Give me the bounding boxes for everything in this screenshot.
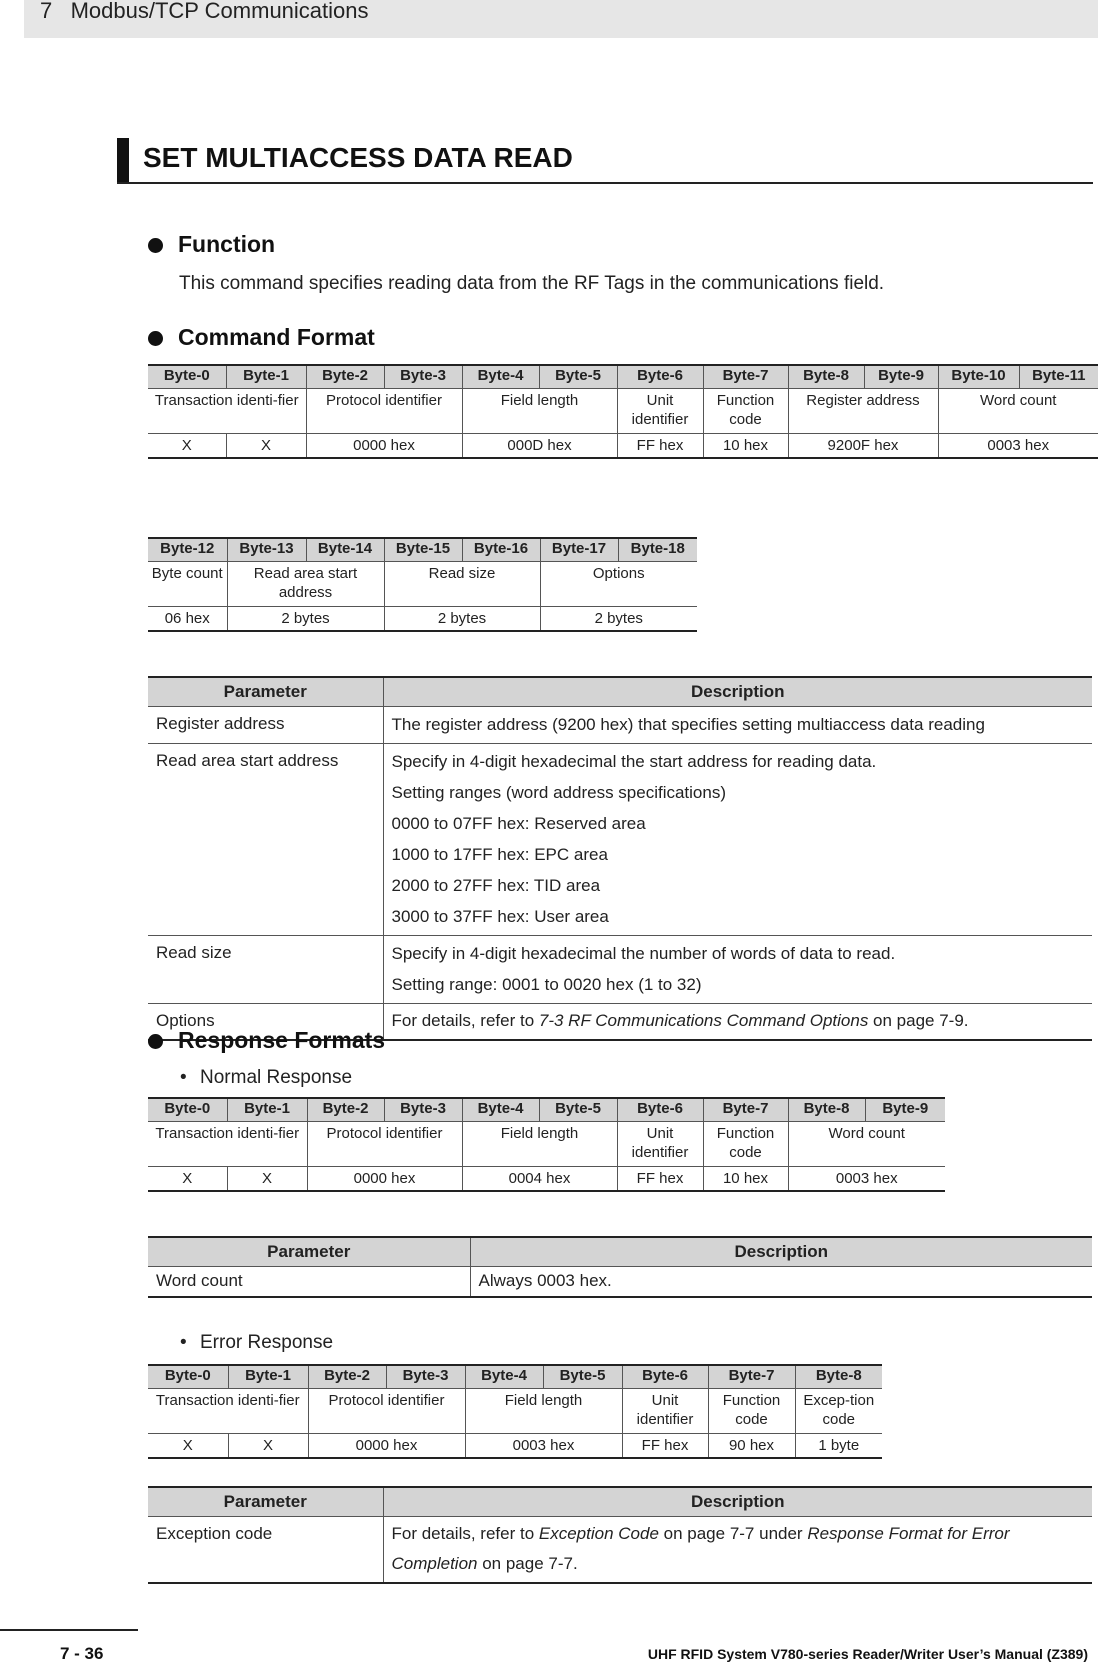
parameter-name: Read size <box>148 936 383 1004</box>
table-header-row <box>148 538 697 562</box>
table-row <box>148 936 1092 1004</box>
header-cell: Byte-5 <box>539 365 617 389</box>
value-cell: X <box>228 1434 308 1459</box>
value-cell: FF hex <box>617 1167 703 1192</box>
function-heading: Function <box>148 231 275 258</box>
value-cell: 0000 hex <box>306 434 462 459</box>
value-cell: 2 bytes <box>540 607 697 632</box>
description-header: Description <box>383 677 1092 707</box>
table-row <box>148 744 1092 936</box>
header-cell: Byte-9 <box>864 365 938 389</box>
value-cell: FF hex <box>617 434 703 459</box>
label-cell: Read area start address <box>227 562 384 607</box>
header-cell: Byte-1 <box>228 1365 308 1389</box>
normal-response-table <box>148 1097 945 1192</box>
table-value-row <box>148 1434 882 1459</box>
parameter-name: Read area start address <box>148 744 383 936</box>
value-cell: 10 hex <box>703 1167 788 1192</box>
table-value-row <box>148 1167 945 1192</box>
value-cell: X <box>148 434 226 459</box>
description-header: Description <box>470 1237 1092 1267</box>
chapter-title: 7 Modbus/TCP Communications <box>40 0 369 23</box>
header-cell: Byte-0 <box>148 365 226 389</box>
label-cell: Word count <box>938 389 1098 434</box>
value-cell: 2 bytes <box>227 607 384 632</box>
table-value-row <box>148 434 1098 459</box>
value-cell: 9200F hex <box>788 434 938 459</box>
value-cell: 000D hex <box>462 434 617 459</box>
parameter-header: Parameter <box>148 1487 383 1517</box>
table-value-row <box>148 607 697 632</box>
parameter-description: Always 0003 hex. <box>470 1267 1092 1298</box>
header-cell: Byte-8 <box>788 365 864 389</box>
value-cell: 06 hex <box>148 607 227 632</box>
header-cell: Byte-3 <box>384 1098 462 1122</box>
parameter-header: Parameter <box>148 1237 470 1267</box>
label-cell: Transaction identi-fier <box>148 1122 307 1167</box>
table-row <box>148 1267 1092 1298</box>
label-cell: Protocol identifier <box>306 389 462 434</box>
parameter-header: Parameter <box>148 677 383 707</box>
table-label-row <box>148 1389 882 1434</box>
label-cell: Options <box>540 562 697 607</box>
value-cell: 0003 hex <box>788 1167 945 1192</box>
header-cell: Byte-15 <box>384 538 462 562</box>
header-cell: Byte-6 <box>617 1098 703 1122</box>
table-header-row <box>148 677 1092 707</box>
header-cell: Byte-7 <box>708 1365 795 1389</box>
header-cell: Byte-7 <box>703 365 788 389</box>
label-cell: Unit identifier <box>617 389 703 434</box>
parameter-name: Options <box>148 1004 383 1041</box>
header-cell: Byte-4 <box>465 1365 543 1389</box>
header-cell: Byte-6 <box>622 1365 708 1389</box>
table-label-row <box>148 562 697 607</box>
label-cell: Protocol identifier <box>308 1389 465 1434</box>
header-cell: Byte-13 <box>227 538 306 562</box>
header-cell: Byte-2 <box>307 1098 384 1122</box>
value-cell: 0003 hex <box>938 434 1098 459</box>
label-cell: Function code <box>708 1389 795 1434</box>
parameter-description: For details, refer to Exception Code on page 7-7 under Response Format for Error Completion on page 7-7. <box>383 1517 1092 1584</box>
value-cell: 0000 hex <box>308 1434 465 1459</box>
value-cell: X <box>227 1167 307 1192</box>
normal-response-label: • Normal Response <box>180 1067 352 1089</box>
command-format-table-1 <box>148 364 1098 459</box>
section-title-text: SET MULTIACCESS DATA READ <box>143 142 573 173</box>
value-cell: X <box>226 434 306 459</box>
error-response-table <box>148 1364 882 1459</box>
table-row <box>148 1517 1092 1584</box>
function-text: This command specifies reading data from the RF Tags in the communications field. <box>179 273 885 294</box>
response-formats-heading: Response Formats <box>148 1027 385 1054</box>
header-cell: Byte-12 <box>148 538 227 562</box>
value-cell: X <box>148 1167 227 1192</box>
parameter-name: Register address <box>148 707 383 744</box>
label-cell: Function code <box>703 1122 788 1167</box>
parameter-description: Specify in 4-digit hexadecimal the number of words of data to read. Setting range: 0001 to 0020 hex (1 to 32) <box>383 936 1092 1004</box>
header-cell: Byte-17 <box>540 538 618 562</box>
parameter-name: Exception code <box>148 1517 383 1584</box>
header-cell: Byte-8 <box>788 1098 865 1122</box>
header-cell: Byte-2 <box>306 365 384 389</box>
table-header-row <box>148 1365 882 1389</box>
section-title-bar <box>117 138 129 182</box>
header-cell: Byte-0 <box>148 1365 228 1389</box>
parameter-name: Word count <box>148 1267 470 1298</box>
parameter-description: The register address (9200 hex) that specifies setting multiaccess data reading <box>383 707 1092 744</box>
header-cell: Byte-7 <box>703 1098 788 1122</box>
label-cell: Word count <box>788 1122 945 1167</box>
header-cell: Byte-5 <box>543 1365 622 1389</box>
table-header-row <box>148 365 1098 389</box>
label-cell: Excep-tion code <box>795 1389 882 1434</box>
value-cell: 2 bytes <box>384 607 540 632</box>
description-header: Description <box>383 1487 1092 1517</box>
header-cell: Byte-11 <box>1019 365 1098 389</box>
table-header-row <box>148 1487 1092 1517</box>
header-cell: Byte-3 <box>384 365 462 389</box>
label-cell: Function code <box>703 389 788 434</box>
label-cell: Field length <box>462 389 617 434</box>
label-cell: Unit identifier <box>617 1122 703 1167</box>
header-cell: Byte-4 <box>462 1098 539 1122</box>
label-cell: Unit identifier <box>622 1389 708 1434</box>
label-cell: Protocol identifier <box>307 1122 462 1167</box>
header-cell: Byte-10 <box>938 365 1019 389</box>
command-format-heading: Command Format <box>148 324 375 351</box>
parameter-description: Specify in 4-digit hexadecimal the start address for reading data. Setting ranges (word address specifications) 0000 to 07FF hex: Reserved area 1000 to 17FF hex: EPC area 2000 to 27FF hex: TID area 3000 to 37FF hex: User area <box>383 744 1092 936</box>
header-cell: Byte-2 <box>308 1365 386 1389</box>
manual-title: UHF RFID System V780-series Reader/Writer User’s Manual (Z389) <box>647 1646 1088 1662</box>
value-cell: FF hex <box>622 1434 708 1459</box>
value-cell: 0003 hex <box>465 1434 622 1459</box>
label-cell: Field length <box>462 1122 617 1167</box>
parameter-description: For details, refer to 7-3 RF Communications Command Options on page 7-9. <box>383 1004 1092 1041</box>
table-header-row <box>148 1098 945 1122</box>
value-cell: 90 hex <box>708 1434 795 1459</box>
table-row <box>148 707 1092 744</box>
value-cell: X <box>148 1434 228 1459</box>
footer-divider <box>0 1629 138 1631</box>
table-label-row <box>148 389 1098 434</box>
section-title <box>117 138 1093 184</box>
label-cell: Byte count <box>148 562 227 607</box>
value-cell: 0004 hex <box>462 1167 617 1192</box>
header-cell: Byte-1 <box>227 1098 307 1122</box>
header-cell: Byte-3 <box>386 1365 465 1389</box>
header-cell: Byte-8 <box>795 1365 882 1389</box>
label-cell: Register address <box>788 389 938 434</box>
header-cell: Byte-4 <box>462 365 539 389</box>
value-cell: 10 hex <box>703 434 788 459</box>
header-cell: Byte-0 <box>148 1098 227 1122</box>
page-number: 7 - 36 <box>60 1644 104 1663</box>
table-header-row <box>148 1237 1092 1267</box>
command-parameter-table <box>148 676 1092 1041</box>
label-cell: Field length <box>465 1389 622 1434</box>
value-cell: 0000 hex <box>307 1167 462 1192</box>
value-cell: 1 byte <box>795 1434 882 1459</box>
header-cell: Byte-5 <box>539 1098 617 1122</box>
header-cell: Byte-16 <box>462 538 540 562</box>
header-cell: Byte-14 <box>306 538 384 562</box>
table-label-row <box>148 1122 945 1167</box>
error-response-parameter-table <box>148 1486 1092 1584</box>
label-cell: Transaction identi-fier <box>148 1389 308 1434</box>
command-format-table-2 <box>148 537 697 632</box>
label-cell: Read size <box>384 562 540 607</box>
normal-response-parameter-table <box>148 1236 1092 1298</box>
header-cell: Byte-1 <box>226 365 306 389</box>
header-cell: Byte-6 <box>617 365 703 389</box>
label-cell: Transaction identi-fier <box>148 389 306 434</box>
header-cell: Byte-9 <box>865 1098 945 1122</box>
header-cell: Byte-18 <box>618 538 697 562</box>
error-response-label: • Error Response <box>180 1332 333 1354</box>
